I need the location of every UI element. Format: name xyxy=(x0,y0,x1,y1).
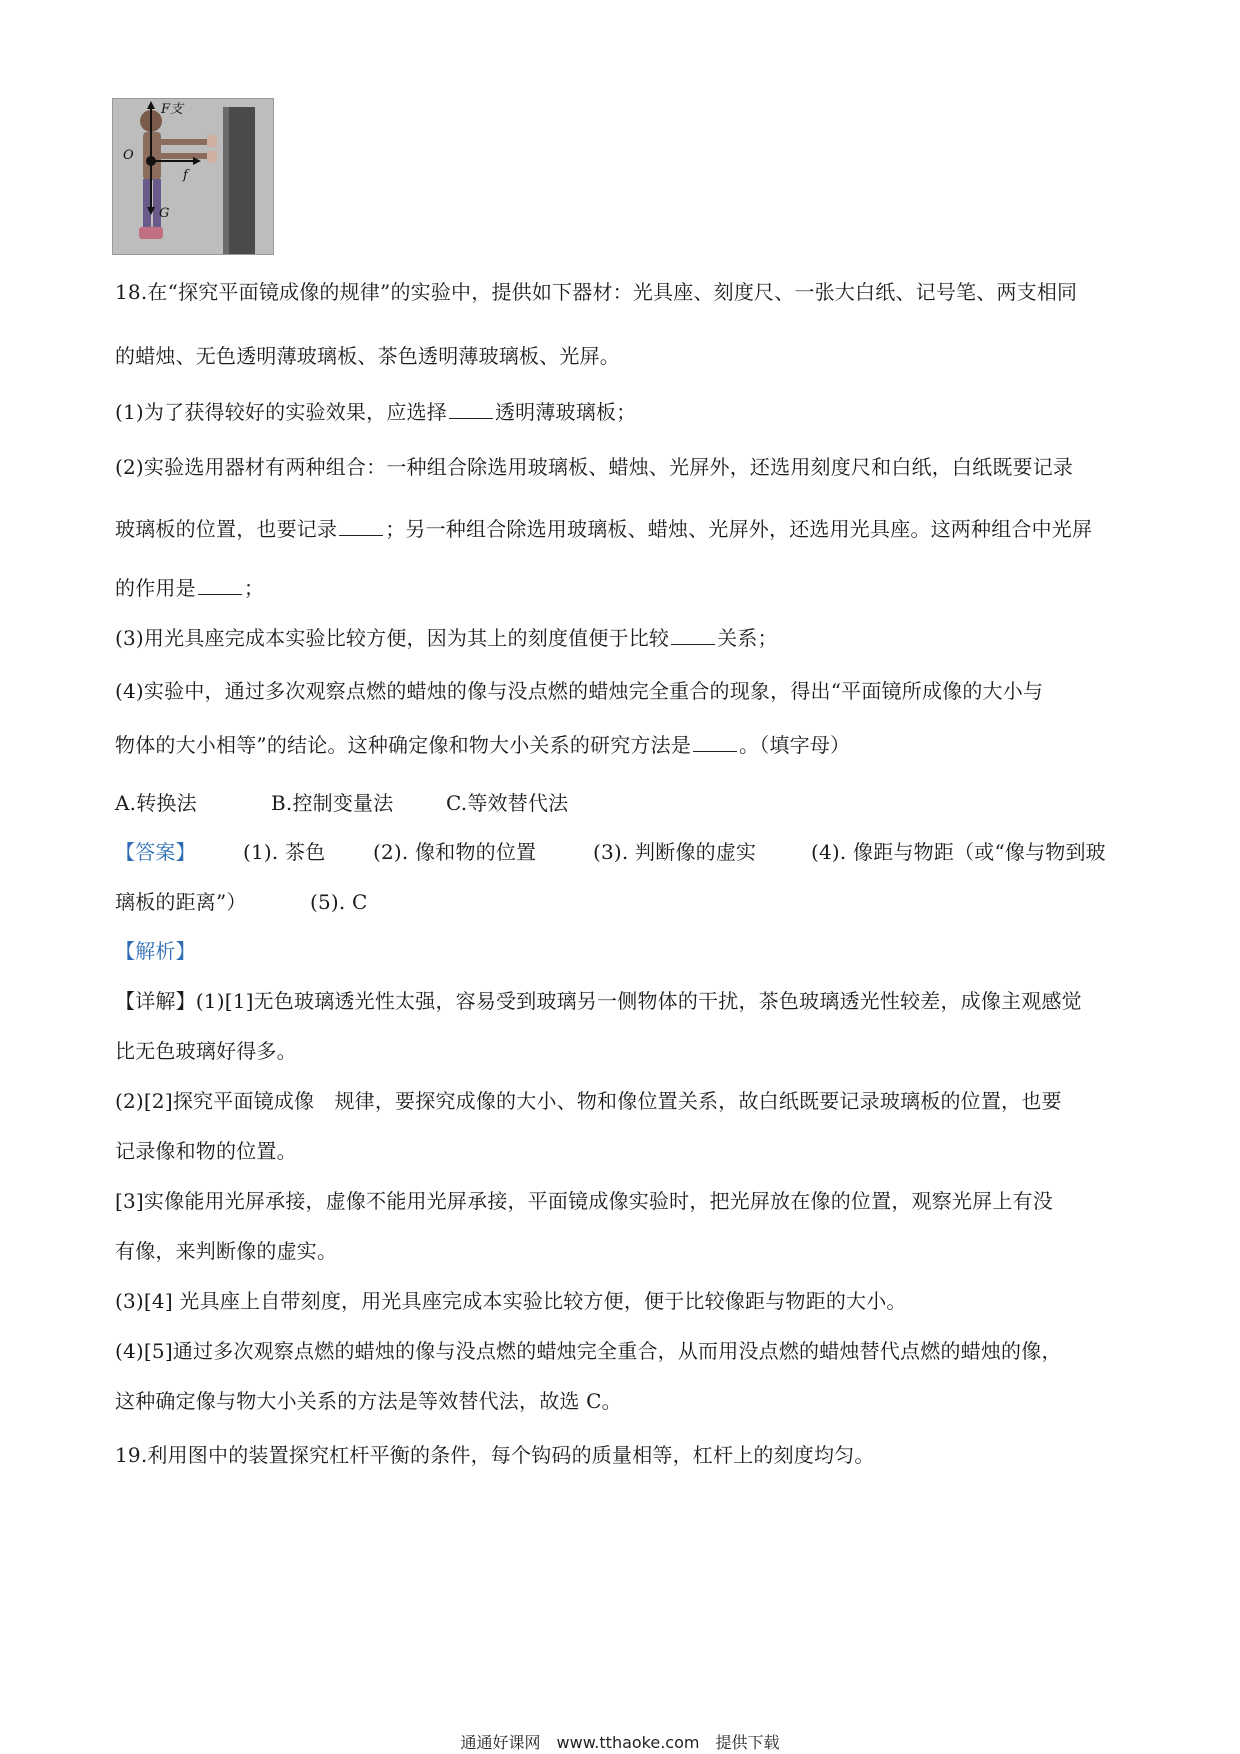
analysis-detail1-line2: 比无色玻璃好得多。 xyxy=(115,1039,297,1063)
answer-blank xyxy=(339,517,383,536)
answer-5: (5). C xyxy=(310,890,368,914)
analysis-detail5-line2: 这种确定像与物大小关系的方法是等效替代法，故选 C。 xyxy=(115,1389,622,1413)
answer-blank xyxy=(198,576,242,595)
page-footer: 通通好课网 www.tthaoke.com 提供下载 xyxy=(460,1733,780,1752)
option-b: B.控制变量法 xyxy=(271,791,394,815)
answer-line1 xyxy=(115,838,1135,866)
q18-stem-line2: 的蜡烛、无色透明薄玻璃板、茶色透明薄玻璃板、光屏。 xyxy=(115,344,620,368)
q18-part2-text-d: ； xyxy=(243,576,265,600)
q18-part2-line1: (2)实验选用器材有两种组合：一种组合除选用玻璃板、蜡烛、光屏外，还选用刻度尺和白纸，白纸既要记录 xyxy=(115,455,1074,479)
q18-part3 xyxy=(115,624,1135,652)
q18-part1 xyxy=(115,398,1135,426)
answer-4: (4). 像距与物距（或“像与物到玻 xyxy=(811,840,1106,864)
q18-part4-line2 xyxy=(115,731,1135,759)
q19-stem: 19.利用图中的装置探究杠杆平衡的条件，每个钩码的质量相等，杠杆上的刻度均匀。 xyxy=(115,1443,875,1467)
q18-part4-line1: (4)实验中，通过多次观察点燃的蜡烛的像与没点燃的蜡烛完全重合的现象，得出“平面镜所成像的大小与 xyxy=(115,679,1044,703)
label-g: G xyxy=(159,206,170,221)
answer-line2 xyxy=(115,888,1135,916)
q18-part2-text-a: 玻璃板的位置，也要记录 xyxy=(115,517,338,541)
analysis-detail2-line1: (2)[2]探究平面镜成像 规律，要探究成像的大小、物和像位置关系，故白纸既要记录玻璃板的位置，也要 xyxy=(115,1089,1062,1113)
q18-part2-line3 xyxy=(115,574,1135,602)
q18-part1-text-a: (1)为了获得较好的实验效果，应选择 xyxy=(115,400,447,424)
analysis-detail2-line2: 记录像和物的位置。 xyxy=(115,1139,297,1163)
analysis-detail3-line1: [3]实像能用光屏承接，虚像不能用光屏承接，平面镜成像实验时，把光屏放在像的位置，观察光屏上有没 xyxy=(115,1189,1053,1213)
answer-2: (2). 像和物的位置 xyxy=(373,840,537,864)
option-a: A.转换法 xyxy=(115,791,197,815)
q18-part1-text-b: 透明薄玻璃板； xyxy=(494,400,637,424)
answer-3: (3). 判断像的虚实 xyxy=(593,840,757,864)
answer-1: (1). 茶色 xyxy=(243,840,326,864)
answer-tag: 【答案】 xyxy=(115,840,196,864)
label-f: f xyxy=(183,168,188,183)
label-o: O xyxy=(123,148,134,163)
q18-part3-text-a: (3)用光具座完成本实验比较方便，因为其上的刻度值便于比较 xyxy=(115,626,670,650)
answer-blank xyxy=(671,626,715,645)
analysis-tag: 【解析】 xyxy=(115,939,196,963)
answer-blank xyxy=(449,400,493,419)
q18-part2-text-b: ；另一种组合除选用玻璃板、蜡烛、光屏外，还选用光具座。这两种组合中光屏 xyxy=(385,517,1093,541)
q18-part2-text-c: 的作用是 xyxy=(115,576,196,600)
q18-part3-text-b: 关系； xyxy=(717,626,778,650)
option-c: C.等效替代法 xyxy=(446,791,569,815)
q18-part4-text-b: 。（填字母） xyxy=(739,733,851,757)
answer-4-cont: 璃板的距离”） xyxy=(115,890,247,914)
analysis-detail1-line1: 【详解】(1)[1]无色玻璃透光性太强，容易受到玻璃另一侧物体的干扰，茶色玻璃透光性较差，成像主观感觉 xyxy=(115,989,1082,1013)
label-f-support: F支 xyxy=(161,102,184,117)
q18-options xyxy=(115,789,1135,817)
q18-part4-text-a: 物体的大小相等”的结论。这种确定像和物大小关系的研究方法是 xyxy=(115,733,692,757)
analysis-detail3-line2: 有像，来判断像的虚实。 xyxy=(115,1239,338,1263)
q18-part2-line2 xyxy=(115,515,1135,543)
q18-stem-line1: 18.在“探究平面镜成像的规律”的实验中，提供如下器材：光具座、刻度尺、一张大白纸、记号笔、两支相同 xyxy=(115,280,1078,304)
analysis-detail4: (3)[4] 光具座上自带刻度，用光具座完成本实验比较方便，便于比较像距与物距的大小。 xyxy=(115,1289,907,1313)
force-diagram-svg xyxy=(113,99,273,254)
force-diagram-figure xyxy=(112,98,274,255)
answer-blank xyxy=(693,733,737,752)
analysis-detail5-line1: (4)[5]通过多次观察点燃的蜡烛的像与没点燃的蜡烛完全重合，从而用没点燃的蜡烛替代点燃的蜡烛的像， xyxy=(115,1339,1062,1363)
